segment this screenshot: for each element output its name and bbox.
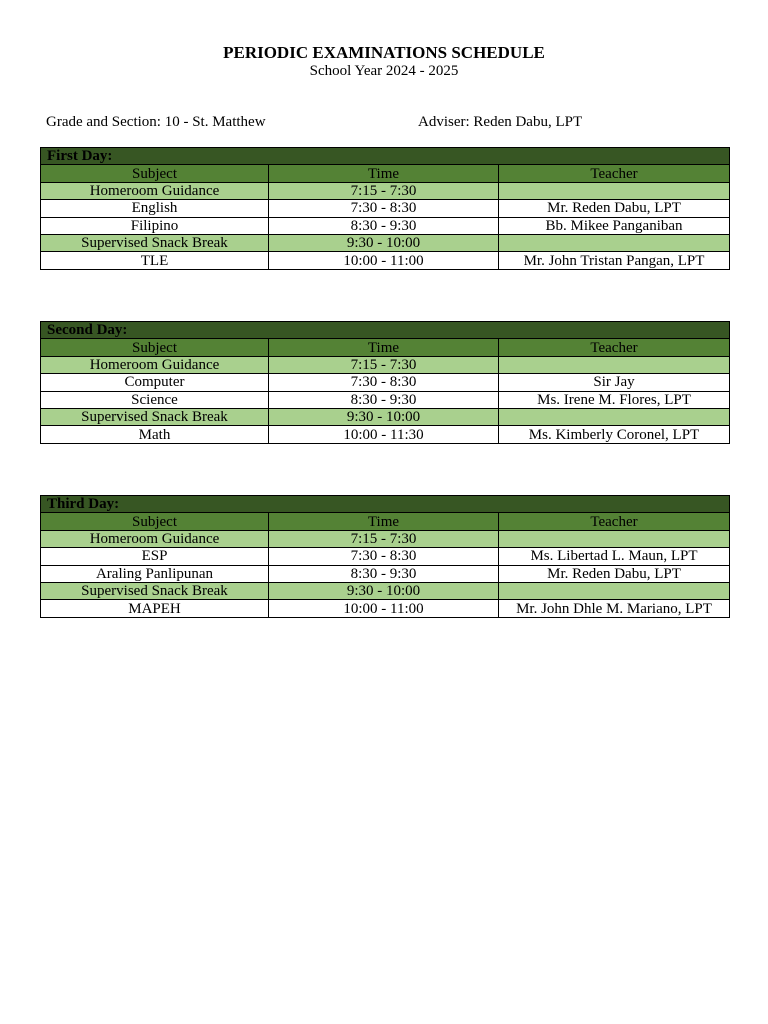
day-title-row — [41, 148, 730, 165]
subject-cell: Araling Panlipunan — [41, 565, 269, 582]
time-cell: 7:30 - 8:30 — [269, 374, 499, 391]
first-day-table — [40, 147, 730, 270]
table-row — [41, 217, 730, 234]
table-row — [41, 408, 730, 425]
time-cell: 8:30 - 9:30 — [269, 565, 499, 582]
time-cell: 10:00 - 11:00 — [269, 252, 499, 269]
time-cell: 10:00 - 11:00 — [269, 600, 499, 617]
column-header-teacher: Teacher — [499, 513, 730, 530]
table-row — [41, 252, 730, 269]
document-title: PERIODIC EXAMINATIONS SCHEDULE — [223, 43, 545, 62]
subject-cell: Homeroom Guidance — [41, 356, 269, 373]
time-cell: 10:00 - 11:30 — [269, 426, 499, 443]
subject-cell: MAPEH — [41, 600, 269, 617]
table-row — [41, 234, 730, 251]
time-cell: 9:30 - 10:00 — [269, 234, 499, 251]
table-row — [41, 200, 730, 217]
teacher-cell: Ms. Irene M. Flores, LPT — [499, 391, 730, 408]
teacher-cell — [499, 234, 730, 251]
column-header-teacher: Teacher — [499, 165, 730, 182]
column-header-row — [41, 165, 730, 182]
day-title-row — [41, 496, 730, 513]
column-header-time: Time — [269, 513, 499, 530]
teacher-cell: Mr. John Dhle M. Mariano, LPT — [499, 600, 730, 617]
time-cell: 9:30 - 10:00 — [269, 582, 499, 599]
teacher-cell — [499, 356, 730, 373]
subject-cell: Supervised Snack Break — [41, 408, 269, 425]
time-cell: 8:30 - 9:30 — [269, 391, 499, 408]
subject-cell: Math — [41, 426, 269, 443]
subject-cell: TLE — [41, 252, 269, 269]
column-header-row — [41, 339, 730, 356]
subject-cell: Supervised Snack Break — [41, 582, 269, 599]
subject-cell: ESP — [41, 548, 269, 565]
day-title: Third Day: — [41, 496, 730, 513]
teacher-cell — [499, 530, 730, 547]
teacher-cell: Sir Jay — [499, 374, 730, 391]
table-row — [41, 182, 730, 199]
time-cell: 7:30 - 8:30 — [269, 548, 499, 565]
subject-cell: Homeroom Guidance — [41, 530, 269, 547]
table-row — [41, 374, 730, 391]
second-day-table — [40, 321, 730, 444]
table-row — [41, 426, 730, 443]
time-cell: 7:15 - 7:30 — [269, 530, 499, 547]
column-header-row — [41, 513, 730, 530]
time-cell: 7:15 - 7:30 — [269, 182, 499, 199]
teacher-cell: Mr. John Tristan Pangan, LPT — [499, 252, 730, 269]
column-header-subject: Subject — [41, 165, 269, 182]
column-header-subject: Subject — [41, 513, 269, 530]
time-cell: 9:30 - 10:00 — [269, 408, 499, 425]
teacher-cell: Ms. Libertad L. Maun, LPT — [499, 548, 730, 565]
day-title: Second Day: — [41, 322, 730, 339]
column-header-subject: Subject — [41, 339, 269, 356]
table-row — [41, 565, 730, 582]
third-day-table — [40, 495, 730, 618]
time-cell: 8:30 - 9:30 — [269, 217, 499, 234]
subject-cell: English — [41, 200, 269, 217]
column-header-time: Time — [269, 165, 499, 182]
table-row — [41, 600, 730, 617]
teacher-cell: Mr. Reden Dabu, LPT — [499, 200, 730, 217]
table-row — [41, 548, 730, 565]
subject-cell: Science — [41, 391, 269, 408]
time-cell: 7:15 - 7:30 — [269, 356, 499, 373]
subject-cell: Computer — [41, 374, 269, 391]
grade-section: Grade and Section: 10 - St. Matthew — [46, 114, 266, 130]
table-row — [41, 530, 730, 547]
adviser: Adviser: Reden Dabu, LPT — [418, 114, 583, 130]
teacher-cell: Ms. Kimberly Coronel, LPT — [499, 426, 730, 443]
column-header-teacher: Teacher — [499, 339, 730, 356]
teacher-cell — [499, 408, 730, 425]
subject-cell: Filipino — [41, 217, 269, 234]
day-title: First Day: — [41, 148, 730, 165]
subject-cell: Homeroom Guidance — [41, 182, 269, 199]
day-title-row — [41, 322, 730, 339]
school-year: School Year 2024 - 2025 — [309, 63, 459, 79]
table-row — [41, 582, 730, 599]
table-row — [41, 391, 730, 408]
teacher-cell — [499, 182, 730, 199]
time-cell: 7:30 - 8:30 — [269, 200, 499, 217]
teacher-cell: Bb. Mikee Panganiban — [499, 217, 730, 234]
table-row — [41, 356, 730, 373]
subject-cell: Supervised Snack Break — [41, 234, 269, 251]
teacher-cell: Mr. Reden Dabu, LPT — [499, 565, 730, 582]
teacher-cell — [499, 582, 730, 599]
column-header-time: Time — [269, 339, 499, 356]
